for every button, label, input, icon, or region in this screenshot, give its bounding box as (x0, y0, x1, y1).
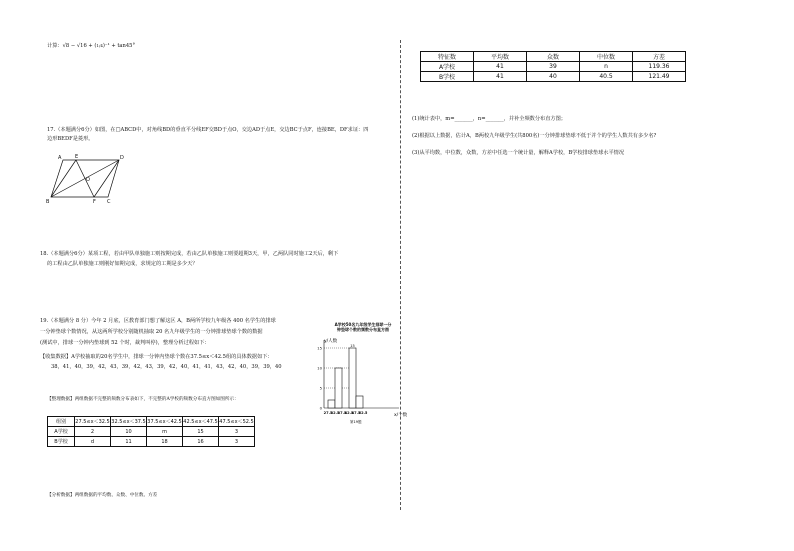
histogram-x-tick: 27.5 (323, 411, 333, 415)
label-d: D (120, 155, 124, 161)
table-cell: 16 (183, 437, 219, 447)
table-cell: 方差 (633, 52, 686, 62)
table-row (48, 437, 255, 447)
table-cell: 组别 (48, 417, 75, 427)
stats-table-wrapper (420, 51, 686, 81)
analyze-data-text: 【分析数据】两组数据的平均数、众数、中位数、方差 (47, 493, 158, 498)
histogram-y-tick: 0 (319, 405, 322, 411)
table-row (48, 427, 255, 437)
histogram-bar (335, 368, 342, 408)
table-cell: 平均数 (474, 52, 527, 62)
table-cell: A学校 (48, 427, 75, 437)
q16-fraction: 1/4 (96, 43, 103, 48)
q17-text-2: 边形BEDF是菱形。 (47, 136, 94, 142)
parallelogram-figure (46, 152, 126, 207)
histogram-x-tick: 37.5 (337, 411, 347, 415)
table-cell: B学校 (48, 437, 75, 447)
table-cell: 39 (527, 62, 580, 72)
q16-prefix: 计算 (47, 43, 58, 49)
table-row (421, 52, 686, 62)
table-cell: d (75, 437, 111, 447)
segment-df (94, 160, 119, 197)
table-cell: 40 (527, 72, 580, 82)
table-cell: 119.36 (633, 62, 686, 72)
label-c: C (107, 199, 111, 205)
table-row (421, 72, 686, 82)
table-cell: 41 (474, 72, 527, 82)
q16-expression: 计算：√8 − √16 + (1/4)⁻¹ + tan45° (47, 43, 136, 49)
histogram-caption: 第19题 (350, 420, 362, 424)
table-cell: 众数 (527, 52, 580, 62)
table-cell: A学校 (421, 62, 474, 72)
segment-be (51, 160, 76, 197)
table-cell: 47.5≤x＜52.5 (219, 417, 255, 427)
table-cell: 41 (474, 62, 527, 72)
table-cell: 40.5 (580, 72, 633, 82)
table-cell: 特征数 (421, 52, 474, 62)
group-table-wrapper (47, 416, 255, 445)
table-cell: 10 (111, 427, 147, 437)
collect-data-values: 38，41，40，39，42，43，39，42，43，39，42，40，41，41，43，42，40，39，39，40 (51, 364, 282, 370)
q18-text: 18.（本题满分6分）某项工程，若由甲队单独施工则按期完成，若由乙队单独施工则要超期3天，甲，乙两队同时施工2天后，剩下 (40, 251, 339, 257)
question-3: (3)从平均数，中位数，众数，方差中任选一个统计量，解释A学校，B学校排球垫球水平情况 (412, 150, 625, 156)
q16-math: √8 − √16 + ( (62, 43, 97, 49)
q17-text: 17.（本题满分6分）如图，在□ABCD中，对角线BD的垂直平分线EF交BD于点O，交边AD于点E，交边BC于点F，连接BE，DF求证：四 (47, 127, 369, 133)
histogram-title (322, 322, 404, 332)
label-a: A (58, 155, 62, 161)
question-1: (1)统计表中，m=_______，n=_______，并补全频数分布直方图； (412, 116, 566, 122)
histogram-chart (310, 334, 410, 426)
collect-data-text: 【收集数据】A学校抽取的20名学生中，排球一分钟内垫球个数在37.5≤x＜42.5组的具体数据如下： (40, 354, 273, 360)
histogram-y-tick: 10 (317, 365, 322, 371)
table-cell: 42.5≤x＜47.5 (183, 417, 219, 427)
statistics-table (420, 51, 686, 82)
label-b: B (46, 199, 50, 205)
histogram-xlabel: x/个数 (394, 413, 408, 418)
table-cell: n (580, 62, 633, 72)
table-cell: 32.5≤x＜37.5 (111, 417, 147, 427)
table-cell: 3 (219, 427, 255, 437)
table-cell: 11 (111, 437, 147, 447)
histogram-bar (356, 396, 363, 408)
table-cell: 3 (219, 437, 255, 447)
q16-exponent: )⁻¹ + tan45° (102, 43, 136, 49)
table-row (48, 417, 255, 427)
table-cell: m (147, 427, 183, 437)
histogram-bar (349, 348, 356, 408)
label-o: O (86, 177, 90, 183)
histogram-title-line-2: 钟垫球个数的频数分布直方图 (337, 327, 389, 332)
frequency-table (47, 416, 255, 447)
histogram-ylabel: y/人数 (324, 339, 338, 344)
table-cell: 中位数 (580, 52, 633, 62)
histogram-y-tick: 5 (319, 385, 322, 391)
histogram-y-tick: 15 (317, 345, 322, 351)
q19-text-2: 一分钟垫球个数情况，从这两所学校分别随机抽取 20 名九年级学生的一分钟排球垫球个数的数据 (40, 329, 263, 335)
histogram-data-label: 15 (350, 344, 355, 348)
column-divider (400, 40, 401, 510)
table-cell: 2 (75, 427, 111, 437)
table-cell: 18 (147, 437, 183, 447)
question-2: (2)根据以上数据，估计A，B两校九年级学生(共800名)一分钟排球垫球不低于并个的学生人数共有多少名? (412, 133, 657, 139)
table-cell: 37.5≤x＜42.5 (147, 417, 183, 427)
q18-text-2: 的工程由乙队单独施工则刚好如期完成，求规定的工期是多少天？ (47, 261, 198, 267)
table-row (421, 62, 686, 72)
table-cell: B学校 (421, 72, 474, 82)
histogram-x-tick: 52.5 (358, 411, 368, 415)
histogram-title-line-1: A学校50名九年级学生排球一分 (334, 322, 392, 327)
table-cell: 15 (183, 427, 219, 437)
line-ef (76, 160, 94, 197)
table-cell: 27.5≤x＜32.5 (75, 417, 111, 427)
histogram-x-tick: 42.5 (344, 411, 354, 415)
histogram-x-tick: 32.5 (330, 411, 340, 415)
histogram-bar (328, 400, 335, 408)
label-e: E (75, 154, 79, 160)
q19-text-1: 19.（本题满分 8 分）今年 2 月底，区教育部门想了解这区 A，B两所学校九年级各 400 名学生的排球 (40, 318, 276, 324)
organize-data-text: 【整理数据】两组数据不完整的频数分布表如下，不完整的A学校的频数分布直方图如图所示： (47, 397, 239, 402)
label-f: F (93, 199, 96, 205)
q19-text-3: (测试中，排球一分钟内垫球到 52 个时，裁判叫停)，整理分析过程如下： (40, 340, 210, 346)
table-cell: 121.49 (633, 72, 686, 82)
histogram-x-tick: 47.5 (351, 411, 361, 415)
